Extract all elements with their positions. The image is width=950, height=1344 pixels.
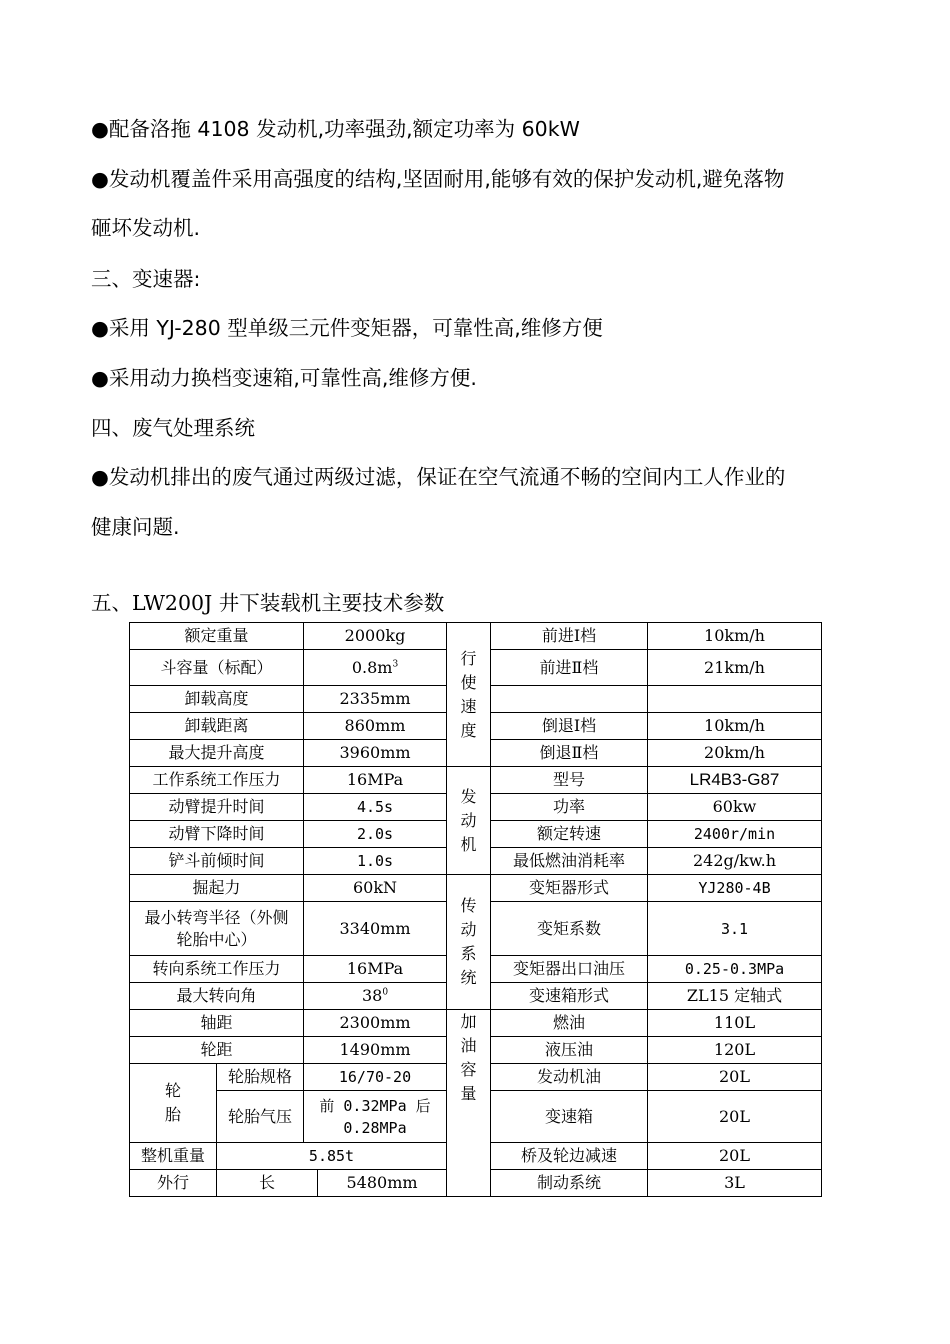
table-cell: 倒退Ⅱ档 [491, 740, 648, 767]
table-cell: 轮胎气压 [217, 1091, 304, 1143]
table-cell: 10km/h [648, 713, 822, 740]
tire-group-label: 轮胎 [130, 1064, 217, 1143]
table-cell: 整机重量 [130, 1143, 217, 1170]
table-cell: 倒退Ⅰ档 [491, 713, 648, 740]
section-4-heading: 四、废气处理系统 [91, 416, 255, 440]
table-cell: 3340mm [304, 902, 447, 956]
table-cell: 最低燃油消耗率 [491, 848, 648, 875]
table-cell: 制动系统 [491, 1170, 648, 1197]
table-cell: 铲斗前倾时间 [130, 848, 304, 875]
table-cell: 20L [648, 1091, 822, 1143]
table-cell: 最大转向角 [130, 983, 304, 1010]
table-cell: 额定转速 [491, 821, 648, 848]
table-cell: 60kN [304, 875, 447, 902]
table-cell: 变矩器出口油压 [491, 956, 648, 983]
table-cell: 16MPa [304, 956, 447, 983]
table-cell: 型号 [491, 767, 648, 794]
table-cell: 轴距 [130, 1010, 304, 1037]
table-cell: ZL15 定轴式 [648, 983, 822, 1010]
table-cell: 2335mm [304, 686, 447, 713]
table-cell: 2.0s [304, 821, 447, 848]
table-cell: 额定重量 [130, 623, 304, 650]
table-cell: 发动机油 [491, 1064, 648, 1091]
table-cell: $0.8m^3$ [304, 650, 447, 686]
table-cell: 轮胎规格 [217, 1064, 304, 1091]
table-cell [491, 686, 648, 713]
table-cell: 前 0.32MPa 后 0.28MPa [304, 1091, 447, 1143]
paragraph-5: ●发动机排出的废气通过两级过滤，保证在空气流通不畅的空间内工人作业的 [91, 465, 786, 489]
group-label: 行使速度 [447, 623, 491, 767]
table-cell: 860mm [304, 713, 447, 740]
table-cell: LR4B3-G87 [648, 767, 822, 794]
table-cell: 前进Ⅰ档 [491, 623, 648, 650]
paragraph-2-cont: 砸坏发动机. [91, 216, 201, 240]
table-cell: 液压油 [491, 1037, 648, 1064]
table-cell: 桥及轮边减速 [491, 1143, 648, 1170]
table-cell: 5.85t [217, 1143, 447, 1170]
table-cell: 斗容量（标配） [130, 650, 304, 686]
table-cell: 动臂下降时间 [130, 821, 304, 848]
table-cell: 4.5s [304, 794, 447, 821]
table-cell: 功率 [491, 794, 648, 821]
table-cell: 变速箱 [491, 1091, 648, 1143]
paragraph-4: ●采用动力换档变速箱,可靠性高,维修方便. [91, 366, 477, 390]
table-cell: 外行 [130, 1170, 217, 1197]
table-cell: 3960mm [304, 740, 447, 767]
table-cell: 21km/h [648, 650, 822, 686]
paragraph-3: ●采用 YJ-280 型单级三元件变矩器，可靠性高,维修方便 [91, 316, 603, 340]
table-cell: 变矩系数 [491, 902, 648, 956]
table-cell: 2000kg [304, 623, 447, 650]
table-cell: 动臂提升时间 [130, 794, 304, 821]
paragraph-1: ●配备洛拖 4108 发动机,功率强劲,额定功率为 60kW [91, 117, 580, 141]
table-cell: 卸载高度 [130, 686, 304, 713]
table-cell: 变速箱形式 [491, 983, 648, 1010]
paragraph-5-cont: 健康问题. [91, 515, 180, 539]
table-cell: 长 [217, 1170, 318, 1197]
table-cell: 0.25-0.3MPa [648, 956, 822, 983]
table-cell: 20L [648, 1143, 822, 1170]
section-3-heading: 三、变速器: [91, 267, 201, 291]
table-cell: 2300mm [304, 1010, 447, 1037]
table-cell [648, 686, 822, 713]
table-cell: 卸载距离 [130, 713, 304, 740]
table-cell: 5480mm [318, 1170, 447, 1197]
table-cell: 1490mm [304, 1037, 447, 1064]
table-cell: 前进Ⅱ档 [491, 650, 648, 686]
table-cell: 120L [648, 1037, 822, 1064]
table-cell: 燃油 [491, 1010, 648, 1037]
table-cell: 1.0s [304, 848, 447, 875]
table-cell: 242g/kw.h [648, 848, 822, 875]
table-title: 五、LW200J 井下装载机主要技术参数 [91, 591, 445, 615]
table-cell: 110L [648, 1010, 822, 1037]
table-cell: YJ280-4B [648, 875, 822, 902]
table-cell: 20L [648, 1064, 822, 1091]
group-label: 发动机 [447, 767, 491, 875]
table-cell: 最小转弯半径（外侧轮胎中心） [130, 902, 304, 956]
table-cell: $38^0$ [304, 983, 447, 1010]
table-cell: 60kw [648, 794, 822, 821]
table-cell: 3.1 [648, 902, 822, 956]
table-cell: 3L [648, 1170, 822, 1197]
table-cell: 16/70-20 [304, 1064, 447, 1091]
table-cell: 转向系统工作压力 [130, 956, 304, 983]
group-label: 加油容量 [447, 1010, 491, 1197]
table-cell: 16MPa [304, 767, 447, 794]
table-cell: 10km/h [648, 623, 822, 650]
spec-table [129, 622, 822, 1197]
table-cell: 20km/h [648, 740, 822, 767]
table-cell: 轮距 [130, 1037, 304, 1064]
table-cell: 变矩器形式 [491, 875, 648, 902]
group-label: 传动系统 [447, 875, 491, 1010]
table-cell: 掘起力 [130, 875, 304, 902]
paragraph-2: ●发动机覆盖件采用高强度的结构,坚固耐用,能够有效的保护发动机,避免落物 [91, 167, 785, 191]
table-cell: 最大提升高度 [130, 740, 304, 767]
table-cell: 2400r/min [648, 821, 822, 848]
table-cell: 工作系统工作压力 [130, 767, 304, 794]
